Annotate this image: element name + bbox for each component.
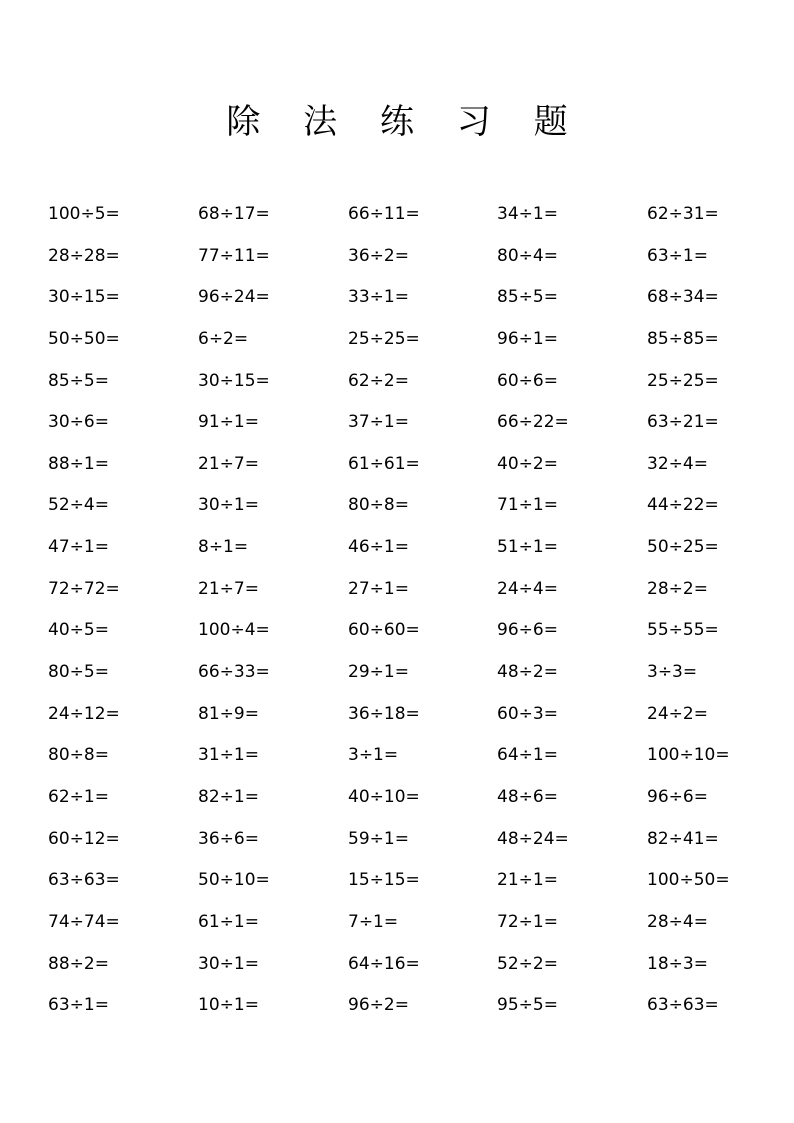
division-problem: 77÷11= [198,245,270,266]
division-problem: 100÷5= [48,204,120,224]
division-problem: 62÷2= [348,370,409,391]
division-problem: 66÷11= [348,204,420,224]
division-problem: 68÷17= [198,204,270,224]
division-problem: 100÷4= [198,620,270,641]
division-problem: 85÷5= [497,287,558,308]
division-problem: 25÷25= [647,370,719,391]
division-problem: 30÷1= [198,495,259,516]
division-problem: 64÷16= [348,953,420,974]
division-problem: 30÷1= [198,953,259,974]
division-problem: 21÷7= [198,578,259,599]
division-problem: 66÷33= [198,662,270,683]
division-problem: 59÷1= [348,828,409,849]
division-problem: 28÷4= [647,911,708,932]
division-problem: 68÷34= [647,287,719,308]
division-problem: 27÷1= [348,578,409,599]
division-problem: 30÷15= [198,370,270,391]
division-problem: 81÷9= [198,703,259,724]
division-problem: 88÷1= [48,453,109,474]
page-title: 除 法 练 习 题 [226,102,584,142]
division-problem: 48÷2= [497,662,558,683]
division-problem: 31÷1= [198,745,259,766]
division-problem: 60÷6= [497,370,558,391]
division-problem: 61÷61= [348,453,420,474]
division-problem: 48÷6= [497,786,558,807]
division-problem: 88÷2= [48,953,109,974]
division-problem: 72÷1= [497,911,558,932]
division-problem: 50÷25= [647,537,719,558]
division-problem: 40÷5= [48,620,109,641]
problem-grid [48,199,767,1032]
division-problem: 34÷1= [497,204,558,224]
division-problem: 44÷22= [647,495,719,516]
division-problem: 10÷1= [198,995,259,1016]
division-problem: 91÷1= [198,412,259,433]
division-problem: 24÷2= [647,703,708,724]
division-problem: 60÷60= [348,620,420,641]
division-problem: 80÷4= [497,245,558,266]
division-problem: 36÷18= [348,703,420,724]
division-problem: 24÷12= [48,703,120,724]
division-problem: 85÷85= [647,328,719,349]
division-problem: 6÷2= [198,328,249,349]
division-problem: 40÷10= [348,786,420,807]
division-problem: 46÷1= [348,537,409,558]
division-problem: 60÷12= [48,828,120,849]
division-problem: 63÷63= [48,870,120,891]
division-problem: 15÷15= [348,870,420,891]
division-problem: 63÷21= [647,412,719,433]
division-problem: 32÷4= [647,453,708,474]
division-problem: 82÷1= [198,786,259,807]
division-problem: 52÷2= [497,953,558,974]
division-problem: 95÷5= [497,995,558,1016]
division-problem: 50÷50= [48,328,120,349]
division-problem: 48÷24= [497,828,569,849]
division-problem: 3÷3= [647,662,698,683]
division-problem: 33÷1= [348,287,409,308]
division-problem: 74÷74= [48,911,120,932]
division-problem: 21÷1= [497,870,558,891]
division-problem: 28÷28= [48,245,120,266]
division-problem: 63÷1= [647,245,708,266]
division-problem: 36÷6= [198,828,259,849]
division-problem: 66÷22= [497,412,569,433]
division-problem: 64÷1= [497,745,558,766]
division-problem: 52÷4= [48,495,109,516]
division-problem: 96÷1= [497,328,558,349]
division-problem: 62÷1= [48,786,109,807]
division-problem: 63÷63= [647,995,719,1016]
division-problem: 30÷15= [48,287,120,308]
division-problem: 82÷41= [647,828,719,849]
division-problem: 80÷8= [48,745,109,766]
division-problem: 100÷50= [647,870,730,891]
division-problem: 40÷2= [497,453,558,474]
division-problem: 85÷5= [48,370,109,391]
division-problem: 8÷1= [198,537,249,558]
division-problem: 29÷1= [348,662,409,683]
division-problem: 18÷3= [647,953,708,974]
division-problem: 28÷2= [647,578,708,599]
division-problem: 51÷1= [497,537,558,558]
division-problem: 80÷5= [48,662,109,683]
division-problem: 71÷1= [497,495,558,516]
division-problem: 47÷1= [48,537,109,558]
division-problem: 30÷6= [48,412,109,433]
division-problem: 62÷31= [647,204,719,224]
division-problem: 25÷25= [348,328,420,349]
division-problem: 60÷3= [497,703,558,724]
division-problem: 3÷1= [348,745,399,766]
division-problem: 61÷1= [198,911,259,932]
division-problem: 7÷1= [348,911,399,932]
division-problem: 21÷7= [198,453,259,474]
division-problem: 96÷24= [198,287,270,308]
division-problem: 63÷1= [48,995,109,1016]
division-problem: 37÷1= [348,412,409,433]
division-problem: 24÷4= [497,578,558,599]
division-problem: 36÷2= [348,245,409,266]
division-problem: 80÷8= [348,495,409,516]
division-problem: 96÷6= [497,620,558,641]
division-problem: 50÷10= [198,870,270,891]
division-problem: 100÷10= [647,745,730,766]
division-problem: 72÷72= [48,578,120,599]
division-problem: 55÷55= [647,620,719,641]
division-problem: 96÷6= [647,786,708,807]
division-problem: 96÷2= [348,995,409,1016]
